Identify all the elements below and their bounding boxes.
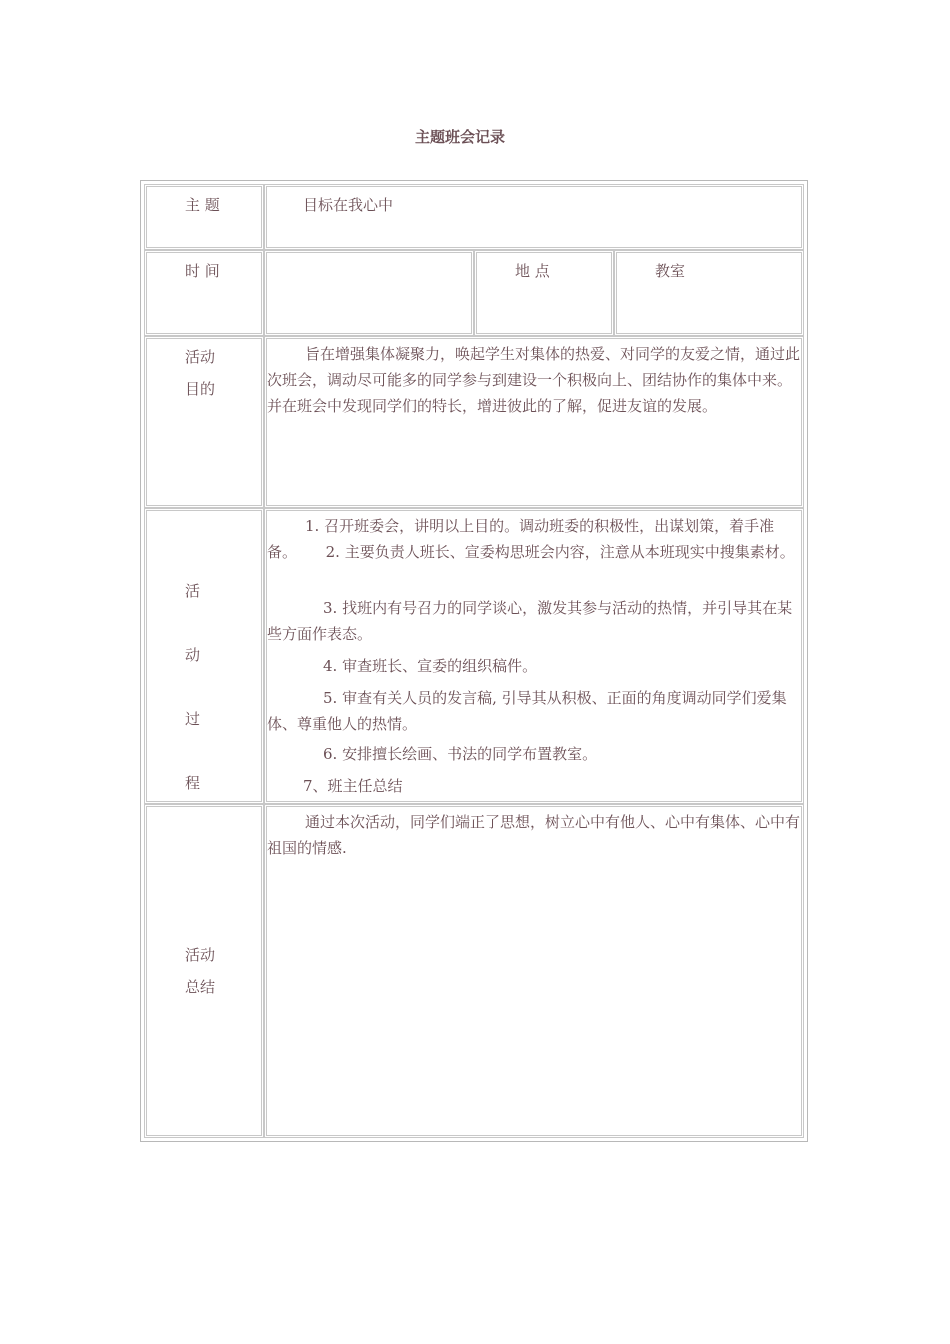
- summary-label-line2: 总结: [185, 978, 216, 996]
- theme-label: 主 题: [185, 196, 220, 214]
- theme-label-cell: [144, 184, 264, 250]
- process-label-char-3: 过: [185, 710, 201, 728]
- process-label-char-4: 程: [185, 774, 201, 792]
- theme-value-cell: [264, 184, 804, 250]
- process-step-4: 4. 审查班长、宣委的组织稿件。: [323, 657, 538, 675]
- time-label: 时 间: [185, 262, 220, 280]
- place-value-cell: [614, 250, 804, 336]
- theme-value: 目标在我心中: [303, 196, 394, 214]
- time-label-cell: [144, 250, 264, 336]
- process-step-3: 3. 找班内有号召力的同学谈心，激发其参与活动的热情，并引导其在某些方面作表态。: [267, 599, 793, 643]
- summary-label-cell: [144, 804, 264, 1138]
- purpose-value-cell: [264, 336, 804, 508]
- page-title: 主题班会记录: [414, 128, 505, 146]
- process-step-1-2: 1. 召开班委会，讲明以上目的。调动班委的积极性，出谋划策，着手准备。 2. 主要负责人班长、宣委构思班会内容，注意从本班现实中搜集素材。: [267, 517, 795, 561]
- purpose-text: 旨在增强集体凝聚力，唤起学生对集体的热爱、对同学的友爱之情，通过此次班会，调动尽可能多的同学参与到建设一个积极向上、团结协作的集体中来。并在班会中发现同学们的特长，增进彼此的了解，促进友谊的发展。: [267, 345, 801, 415]
- place-label-cell: [474, 250, 614, 336]
- process-value-cell: [264, 508, 804, 804]
- purpose-label-line2: 目的: [185, 380, 216, 398]
- summary-label-line1: 活动: [185, 946, 216, 964]
- record-table: [140, 180, 808, 1142]
- process-step-7: 7、班主任总结: [303, 777, 403, 795]
- place-value: 教室: [655, 262, 686, 280]
- purpose-label-line1: 活动: [185, 348, 216, 366]
- process-step-5: 5. 审查有关人员的发言稿, 引导其从积极、正面的角度调动同学们爱集体、尊重他人的热情。: [267, 689, 787, 733]
- purpose-label-cell: [144, 336, 264, 508]
- process-label-char-1: 活: [185, 582, 201, 600]
- process-label-cell: [144, 508, 264, 804]
- summary-text: 通过本次活动，同学们端正了思想，树立心中有他人、心中有集体、心中有祖国的情感.: [267, 813, 801, 857]
- summary-value-cell: [264, 804, 804, 1138]
- place-label: 地 点: [515, 262, 550, 280]
- process-label-char-2: 动: [185, 646, 201, 664]
- time-value-cell: [264, 250, 474, 336]
- process-step-6: 6. 安排擅长绘画、书法的同学布置教室。: [323, 745, 598, 763]
